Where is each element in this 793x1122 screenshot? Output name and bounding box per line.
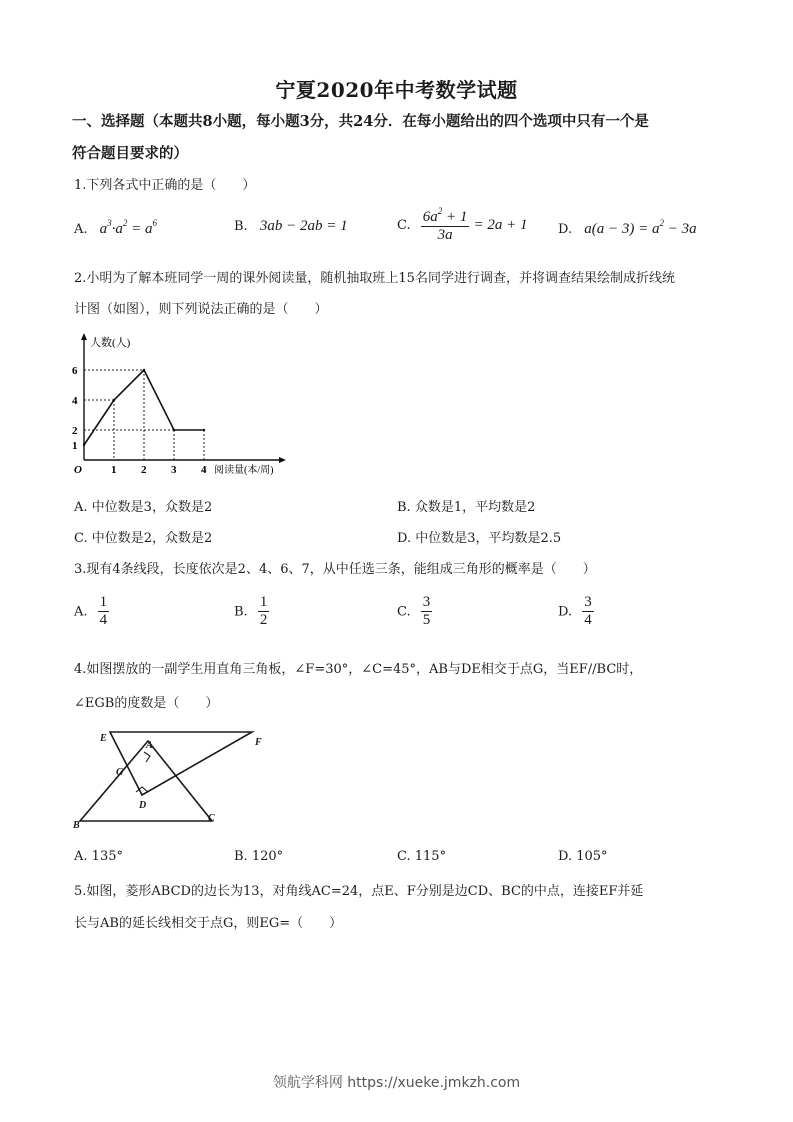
q4-option-d	[558, 849, 608, 864]
x-tick-label: 4	[201, 464, 207, 476]
data-point	[83, 444, 85, 446]
q1-stem: 1.下列各式中正确的是（ ）	[74, 178, 256, 193]
label-g: G	[116, 767, 124, 778]
q4-option-d-label: D.	[558, 849, 573, 864]
q1-option-d-label: D.	[558, 222, 573, 237]
q3-option-c-fraction: $\frac{3}{5}$	[422, 594, 431, 629]
q1-option-a-label: A.	[74, 222, 88, 237]
q2-option-c-label: C.	[74, 531, 88, 546]
q4-option-b-label: B.	[234, 849, 248, 864]
q3-option-b-fraction: $\frac{1}{2}$	[259, 594, 268, 629]
q1-option-c-label: C.	[397, 217, 411, 233]
section-heading-line2: 符合题目要求的）	[72, 145, 188, 162]
q3-option-c-label: C.	[397, 604, 411, 620]
x-tick-label: 2	[141, 464, 147, 476]
label-b: B	[73, 820, 80, 830]
q2-option-a-text: 中位数是3，众数是2	[91, 500, 213, 515]
q2-option-b-label: B.	[397, 500, 411, 515]
data-point	[173, 429, 175, 431]
q1-option-b-math: 3ab − 2ab = 1	[259, 218, 348, 234]
footer-watermark: 领航学科网 https://xueke.jmkzh.com	[272, 1075, 521, 1091]
q2-stem-line1: 2.小明为了解本班同学一周的课外阅读量，随机抽取班上15名同学进行调查，并将调查结果绘制成折线统	[74, 271, 675, 286]
q4-option-c-text: 115°	[414, 849, 447, 864]
q4-option-a	[74, 849, 123, 864]
q2-option-a	[74, 496, 212, 515]
label-a: A	[146, 740, 153, 751]
q3-option-b-label: B.	[234, 604, 248, 620]
q2-option-b-text: 众数是1，平均数是2	[414, 500, 536, 515]
q4-option-c	[397, 849, 446, 864]
q4-stem-line2: ∠EGB的度数是（ ）	[74, 696, 219, 711]
x-tick-label: 1	[111, 464, 117, 476]
y-axis-label: 人数(人)	[90, 337, 131, 349]
q3-option-d	[558, 594, 594, 630]
q2-option-c-text: 中位数是2，众数是2	[91, 531, 213, 546]
q1-option-a-math: $a^3\cdot a^2 = a^6$	[99, 218, 158, 237]
q2-stem-line2: 计图（如图），则下列说法正确的是（ ）	[74, 302, 328, 317]
data-point	[113, 399, 115, 401]
q2-option-c	[74, 527, 212, 546]
q4-option-b-text: 120°	[251, 849, 284, 864]
q3-option-b	[234, 594, 269, 630]
x-axis-label: 阅读量(本/周)	[214, 465, 274, 476]
q2-option-b	[397, 496, 535, 515]
q4-option-c-label: C.	[397, 849, 411, 864]
q2-option-d	[397, 527, 561, 546]
page-title: 宁夏2020年中考数学试题	[275, 78, 518, 102]
q1-option-c	[397, 206, 528, 245]
x-tick-label: 3	[171, 464, 177, 476]
q3-option-a	[74, 594, 109, 630]
label-c: C	[208, 813, 215, 824]
q4-option-a-label: A.	[74, 849, 88, 864]
q1-option-c-rhs: = 2a + 1	[473, 216, 528, 233]
y-axis-arrow	[81, 333, 87, 340]
q2-option-d-label: D.	[397, 531, 412, 546]
q3-option-d-label: D.	[558, 604, 573, 620]
section-heading-line1: 一、选择题（本题共8小题，每小题3分，共24分．在每小题给出的四个选项中只有一个是	[72, 113, 649, 130]
q5-stem-line1: 5.如图，菱形ABCD的边长为13，对角线AC=24，点E、F分别是边CD、BC的中点，连接EF并延	[74, 884, 644, 899]
y-tick-label: 2	[72, 425, 78, 437]
q1-option-b	[234, 218, 348, 235]
q2-option-a-label: A.	[74, 500, 88, 515]
q3-option-a-fraction: $\frac{1}{4}$	[99, 594, 108, 629]
q1-option-a	[74, 218, 157, 238]
q2-line-chart	[70, 326, 320, 482]
q4-triangle-figure	[70, 725, 270, 830]
data-point	[143, 369, 145, 371]
q4-stem-line1: 4.如图摆放的一副学生用直角三角板，∠F=30°，∠C=45°，AB与DE相交于点G，当EF//BC时，	[74, 662, 643, 677]
label-f: F	[255, 737, 262, 748]
right-angle-mark-a	[144, 752, 150, 762]
q4-option-b	[234, 849, 283, 864]
q3-option-a-label: A.	[74, 604, 88, 620]
q4-option-a-text: 135°	[91, 849, 123, 864]
label-e: E	[100, 733, 107, 744]
y-tick-label: 6	[72, 365, 78, 377]
q3-option-c	[397, 594, 432, 630]
origin-label: O	[74, 464, 82, 476]
y-tick-label: 1	[72, 440, 78, 452]
data-point	[203, 429, 205, 431]
q1-option-d-math: $a(a - 3) = a^2 - 3a$	[584, 218, 697, 237]
y-tick-label: 4	[72, 395, 78, 407]
triangle-edf	[110, 732, 252, 795]
q2-option-d-text: 中位数是3，平均数是2.5	[415, 531, 562, 546]
q3-stem: 3.现有4条线段，长度依次是2、4、6、7，从中任选三条，能组成三角形的概率是（ ）	[74, 562, 596, 577]
q4-option-d-text: 105°	[576, 849, 608, 864]
q5-stem-line2: 长与AB的延长线相交于点G，则EG=（ ）	[74, 916, 343, 931]
q3-option-d-fraction: $\frac{3}{4}$	[584, 594, 592, 629]
chart-layer	[72, 333, 286, 476]
q1-option-d	[558, 218, 697, 238]
label-d: D	[139, 800, 147, 811]
q1-option-b-label: B.	[234, 219, 248, 234]
q1-option-c-fraction: $\frac{6a^2 + 1}{3a}$	[422, 206, 468, 244]
x-axis-arrow	[279, 457, 286, 463]
